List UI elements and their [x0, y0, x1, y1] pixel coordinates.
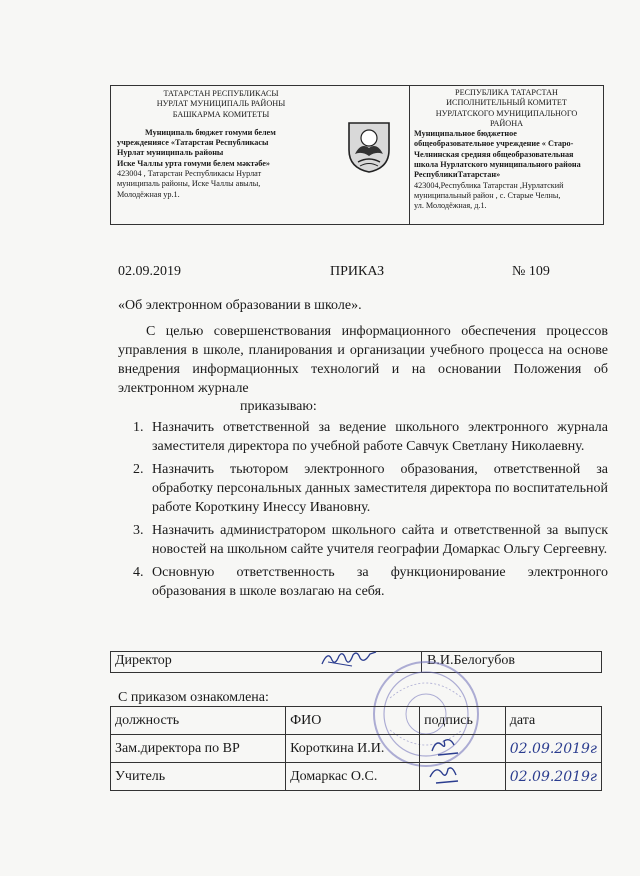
right-school-line1: Муниципальное бюджетное — [414, 129, 517, 139]
letterhead-emblem — [329, 86, 409, 224]
order-number: № 109 — [512, 264, 550, 279]
order-subject: «Об электронном образовании в школе». — [118, 298, 362, 313]
row-signature — [420, 735, 506, 763]
item-text: Основную ответственность за функционирование электронного образования в школе возлагаю на себя. — [152, 565, 608, 599]
table-row — [111, 735, 602, 763]
right-authority-line3: НУРЛАТСКОГО МУНИЦИПАЛЬНОГО — [435, 108, 578, 118]
acknowledgement-label: С приказом ознакомлена: — [118, 690, 269, 705]
handwritten-signature — [424, 735, 464, 757]
tatarstan-coat-of-arms-icon — [346, 120, 392, 174]
order-items — [124, 418, 608, 605]
letterhead — [110, 85, 604, 225]
handwritten-signature — [424, 763, 464, 785]
left-school-line2: учреждениясе «Татарстан Республикасы — [117, 138, 269, 148]
row-position: Учитель — [111, 763, 286, 791]
header-name: ФИО — [286, 707, 420, 735]
letterhead-right — [409, 86, 603, 224]
director-role: Директор — [115, 653, 172, 668]
order-title: ПРИКАЗ — [330, 264, 385, 279]
item-number: 4. — [133, 565, 144, 580]
order-heading — [118, 264, 558, 282]
item-text: Назначить ответственной за ведение школьного электронного журнала заместителя директора по учебной работе Савчук Светлану Николаевну. — [152, 420, 608, 454]
left-school-line3: Нурлат муниципаль районы — [117, 148, 224, 158]
order-item — [124, 460, 608, 517]
order-preamble: С целью совершенствования информационного обеспечения процессов управления в школе, планирования и организации учебного процесса на основе внедрения информационных технологий и на основании Положения об электронном журнале — [118, 324, 608, 396]
item-number: 2. — [133, 462, 144, 477]
item-number: 1. — [133, 420, 144, 435]
order-item — [124, 563, 608, 601]
table-header-row — [111, 707, 602, 735]
left-authority-line1: ТАТАРСТАН РЕСПУБЛИКАСЫ — [163, 89, 279, 98]
row-position: Зам.директора по ВР — [111, 735, 286, 763]
left-address-line2: муниципаль районы, Иске Чаллы авылы, — [117, 179, 261, 189]
order-verb: приказываю: — [240, 399, 317, 414]
order-date: 02.09.2019 — [118, 264, 181, 279]
item-number: 3. — [133, 523, 144, 538]
order-item — [124, 521, 608, 559]
left-school-line1: Муниципаль бюджет гомуми белем — [145, 127, 276, 137]
right-school-line3: Челнинская средняя общеобразовательная — [414, 149, 574, 159]
order-item — [124, 418, 608, 456]
left-school-line4: Иске Чаллы урта гомуми белем мәктәбе» — [117, 158, 270, 168]
row-date: 02.09.2019г — [505, 763, 601, 791]
left-authority-line3: БАШКАРМА КОМИТЕТЫ — [172, 109, 270, 119]
acknowledgement-table — [110, 706, 602, 791]
right-authority-line2: ИСПОЛНИТЕЛЬНЫЙ КОМИТЕТ — [446, 98, 567, 108]
right-school-line2: общеобразовательное учреждение « Старо- — [414, 139, 574, 149]
director-name: В.И.Белогубов — [427, 653, 515, 668]
row-date: 02.09.2019г — [505, 735, 601, 763]
header-position: должность — [111, 707, 286, 735]
left-authority-line2: НУРЛАТ МУНИЦИПАЛЬ РАЙОНЫ — [156, 99, 286, 109]
right-school-line5: РеспубликиТатарстан» — [414, 170, 501, 180]
right-address-line1: 423004,Республика Татарстан ,Нурлатский — [414, 180, 564, 190]
table-row — [111, 763, 602, 791]
right-address-line3: ул. Молодёжная, д.1. — [414, 201, 487, 211]
left-address-line1: 423004 , Татарстан Республикасы Нурлат — [117, 169, 262, 179]
right-school-line4: школа Нурлатского муниципального района — [414, 160, 581, 170]
row-name: Короткина И.И. — [286, 735, 420, 763]
right-address-line2: муниципальный район , с. Старые Челны, — [414, 190, 561, 200]
right-authority-line4: РАЙОНА — [489, 118, 524, 128]
left-address-line3: Молодёжная ур.1. — [117, 189, 180, 199]
item-text: Назначить тьютором электронного образования, ответственной за обработку персональных данных заместителя директора по воспитательной работе Короткину Инессу Ивановну. — [152, 462, 608, 515]
right-authority-line1: РЕСПУБЛИКА ТАТАРСТАН — [455, 88, 558, 97]
row-signature — [420, 763, 506, 791]
header-date: дата — [505, 707, 601, 735]
item-text: Назначить администратором школьного сайта и ответственной за выпуск новостей на школьном сайте учителя географии Домаркас Ольгу Сергеевну. — [152, 523, 608, 557]
header-signature: подпись — [420, 707, 506, 735]
letterhead-left — [111, 86, 329, 224]
row-name: Домаркас О.С. — [286, 763, 420, 791]
